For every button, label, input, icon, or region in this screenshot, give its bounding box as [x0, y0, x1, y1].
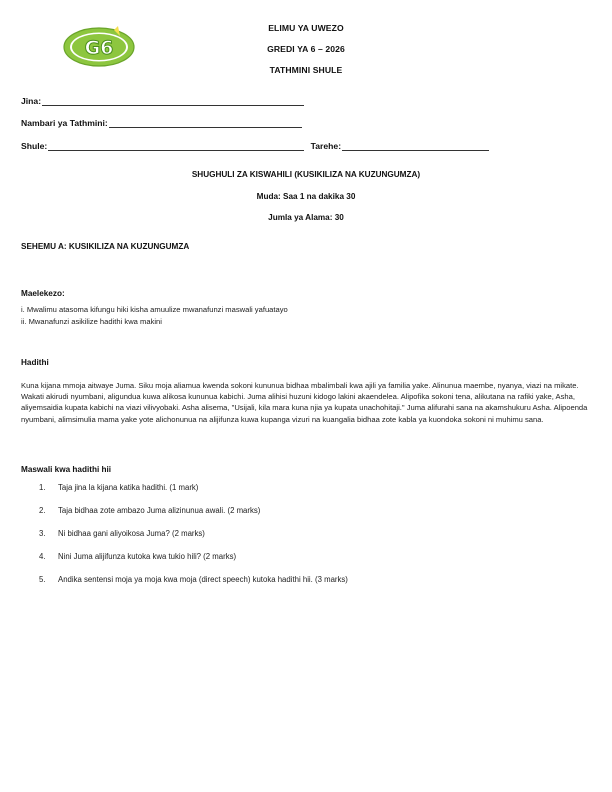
story-text: Kuna kijana mmoja aitwaye Juma. Siku moja aliamua kwenda sokoni kununua bidhaa mbalimbali kwa ajili ya familia yake. Alinunua maembe, nyanya, viazi na mikate. Wakati akirudi nyumbani, aligundua kuwa alikosa kununua kabichi. Juma alihisi huzuni kidogo lakini akaendelea. Alipofika sokoni tena, alikutana na rafiki yake, Asha, aliyemsaidia kupata kabichi na viazi vilivyobaki. Asha alisema, "Usijali, kila mara kuna njia ya kupata unachohitaji." Juma alifurahi sana na akamshukuru Asha. Alipoenda nyumbani, alimsimulia mama yake yote alichonunua na alijifunza kuwa kupanga vizuri na kuangalia bidhaa zote kabla ya kuondoka sokoni ni muhimu sana. — [21, 381, 588, 424]
section-heading: SEHEMU A: KUSIKILIZA NA KUZUNGUMZA — [21, 242, 190, 251]
question-text: Andika sentensi moja ya moja kwa moja (direct speech) kutoka hadithi hii. (3 marks) — [58, 575, 348, 584]
assessment-number-label: Nambari ya Tathmini: — [21, 118, 108, 128]
date-line[interactable] — [342, 142, 489, 151]
question-number: 2. — [39, 506, 46, 515]
question-number: 1. — [39, 483, 46, 492]
name-field[interactable] — [21, 96, 304, 106]
instructions-heading: Maelekezo: — [21, 289, 65, 298]
name-line[interactable] — [42, 97, 304, 106]
question-text: Nini Juma alijifunza kutoka kwa tukio hili? (2 marks) — [58, 552, 237, 561]
question-number: 3. — [39, 529, 46, 538]
instruction-item: ii. Mwanafunzi asikilize hadithi kwa makini — [21, 317, 162, 326]
question-text: Ni bidhaa gani aliyoikosa Juma? (2 marks) — [58, 529, 205, 538]
question-number: 5. — [39, 575, 46, 584]
date-label: Tarehe: — [310, 141, 342, 151]
question-number: 4. — [39, 552, 46, 561]
logo-text: G6 — [84, 37, 114, 59]
assessment-number-field[interactable] — [21, 118, 302, 128]
total-marks: Jumla ya Alama: 30 — [268, 213, 344, 222]
name-label: Jina: — [21, 96, 42, 106]
story-heading: Hadithi — [21, 358, 49, 367]
question-text: Taja bidhaa zote ambazo Juma alizinunua awali. (2 marks) — [58, 506, 261, 515]
school-line[interactable] — [48, 142, 304, 151]
header-assessment: TATHMINI SHULE — [269, 65, 343, 75]
header-grade: GREDI YA 6 – 2026 — [267, 44, 345, 54]
assessment-number-line[interactable] — [109, 119, 302, 128]
page-title: SHUGHULI ZA KISWAHILI (KUSIKILIZA NA KUZUNGUMZA) — [191, 170, 421, 179]
duration: Muda: Saa 1 na dakika 30 — [256, 192, 356, 201]
instruction-item: i. Mwalimu atasoma kifungu hiki kisha amuulize mwanafunzi maswali yafuatayo — [21, 305, 288, 314]
question-text: Taja jina la kijana katika hadithi. (1 mark) — [58, 483, 199, 492]
school-field[interactable] — [21, 141, 489, 151]
header-org: ELIMU YA UWEZO — [268, 23, 344, 33]
school-label: Shule: — [21, 141, 48, 151]
questions-heading: Maswali kwa hadithi hii — [21, 465, 112, 474]
